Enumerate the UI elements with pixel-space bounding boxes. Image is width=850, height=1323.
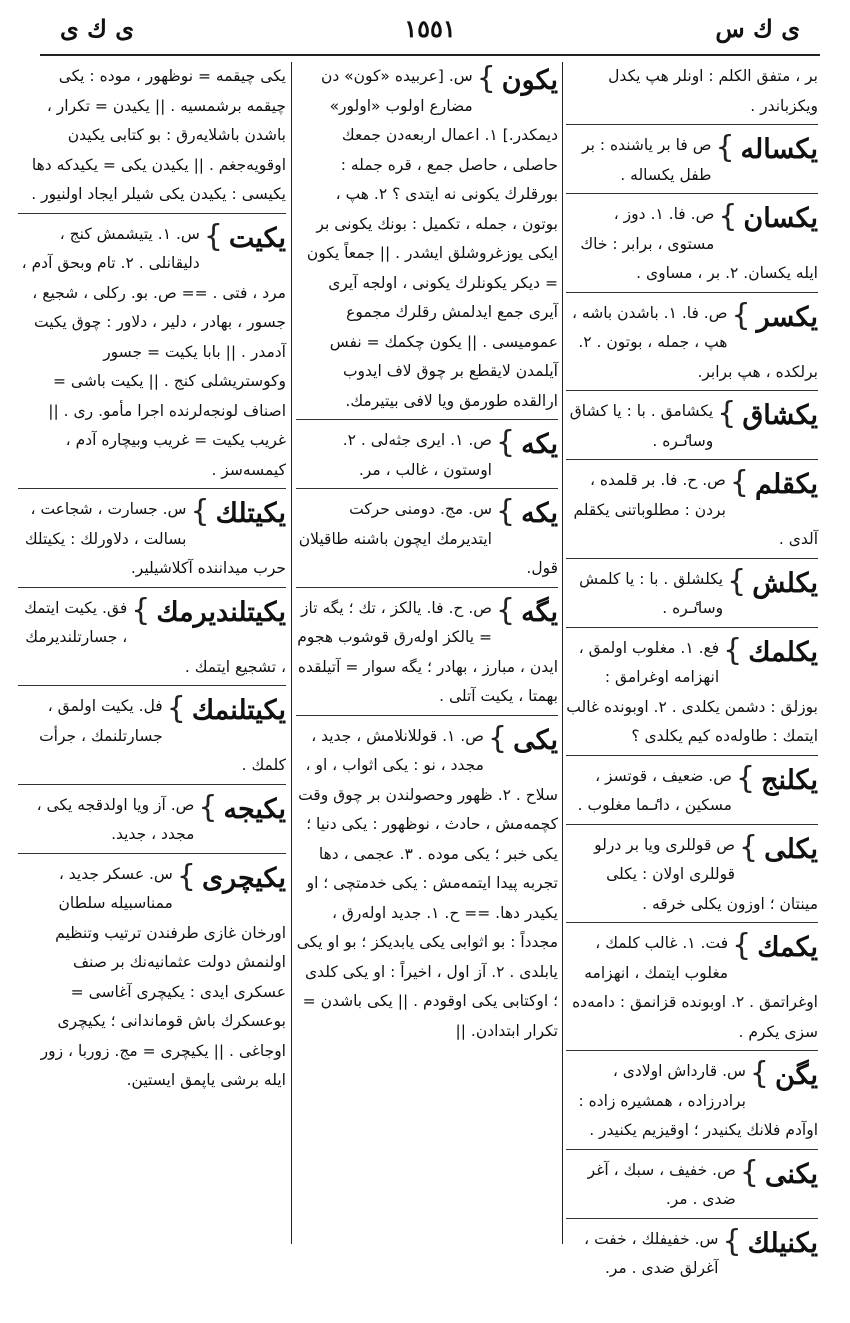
brace-icon: } (176, 858, 196, 894)
entry-headword: يكمك (757, 932, 818, 963)
brace-icon: } (739, 829, 759, 865)
entry-headword: يكون (501, 65, 558, 96)
entry-definition: س. مج. دومنی حركت ايتديرمك ايچون باشنه طاقيلان قول. (298, 500, 558, 577)
dictionary-entry (566, 565, 818, 628)
entry-definition: ص. ١. ايری جثەلی . ٢. اوستون ، غالب ، مر. (342, 431, 492, 479)
brace-icon: } (727, 563, 747, 599)
dictionary-entry (18, 860, 286, 1099)
brace-icon: } (198, 789, 218, 825)
entry-definition: يكلشلق . با : يا كلمش وساٸره . (579, 569, 724, 617)
dictionary-entry (296, 426, 558, 489)
dictionary-entry (18, 692, 286, 785)
dictionary-entry (296, 495, 558, 588)
dictionary-entry (566, 62, 818, 125)
dictionary-entry (566, 299, 818, 392)
entry-headword: يگه (521, 596, 558, 628)
brace-icon: } (718, 199, 738, 234)
brace-icon: } (739, 1154, 759, 1190)
entry-definition: ص. فا. ١. باشدن باشه ، هپ ، جمله ، بوتون . ٢. برلكده ، هپ برابر. (571, 303, 818, 381)
entry-headword: يكيچری (201, 862, 286, 894)
header-left-guide: ی ك ی (60, 14, 135, 43)
brace-icon: } (203, 218, 223, 254)
brace-icon: } (723, 632, 743, 668)
entry-headword: يكی (513, 724, 558, 756)
dictionary-entry (296, 62, 558, 420)
column-right (566, 62, 818, 1277)
dictionary-entry (566, 200, 818, 293)
brace-icon: } (729, 465, 749, 500)
dictionary-entry (18, 594, 286, 687)
dictionary-entry (296, 722, 558, 1050)
entry-definition: فع. ١. مغلوب اولمق ، انهزامه اوغرامق : بوزلق : دشمن يكلدی . ٢. اوبونده غالب ايتمك : طاولەدە كيم يكلدی ؟ (566, 638, 818, 745)
entry-headword: يكنيلك (747, 1227, 818, 1259)
brace-icon: } (476, 61, 496, 96)
entry-definition: س. خفيفلك ، خفت ، آغرلق ضدی . مر. (584, 1229, 719, 1277)
entry-definition: فت. ١. غالب كلمك ، مغلوب ايتمك ، انهزامه اوغراتمق . ٢. اوبونده قزانمق : دامەدە سزی يكرم . (572, 934, 818, 1041)
entry-definition: ص. ١. قوللانلامش ، جديد ، مجدد ، نو : يكی اثواب ، او ، سلاح . ٢. ظهور وحصولندن بر چوق وقت كچمەمش ، حادث ، نوظهور : يكی دنيا ؛ يكی خبر ؛ يكی موده . ٣. عجمی ، دها تجربه پيدا ايتمەمش : يكی خدمتچی ؛ او يكيدر دها. == ح. ١. جديد اولەرق ، مجدداً : بو اثوابی يكی يابديكز ؛ بو او يكی يابلدی . ٢. آز اول ، اخيراً : او يكی كلدی ؛ اوكتابی يكی اوقودم . || يكی باشدن = تكرار ابتدادن. || (296, 726, 558, 1040)
brace-icon: } (496, 425, 516, 460)
entry-headword: يكسان (743, 203, 818, 234)
entry-definition: س. جسارت ، شجاعت ، بسالت ، دلاورلك : يكيتلك حرب ميداننده آكلاشيلير. (24, 500, 286, 577)
dictionary-entry (566, 634, 818, 756)
entry-definition: ص. ح. فا. يالكز ، تك ؛ يگه تاز = يالكز اولەرق قوشوب هجوم ايدن ، مبارز ، بهادر ؛ يگه سوار = آتيلقده بهمتا ، يكيت آتلی . (297, 598, 558, 705)
brace-icon: } (131, 592, 151, 628)
brace-icon: } (166, 691, 186, 726)
brace-icon: } (735, 760, 756, 796)
brace-icon: } (190, 494, 210, 529)
entry-definition: ص فا بر یاشنده : بر طفل یكساله . (582, 136, 712, 184)
dictionary-entry (18, 791, 286, 854)
dictionary-entry (18, 220, 286, 490)
brace-icon: } (717, 396, 737, 431)
dictionary-entry (566, 131, 818, 194)
dictionary-entry (566, 397, 818, 460)
brace-icon: } (496, 494, 516, 529)
entry-definition: فق. يكيت ايتمك ، جسارتلنديرمك ، تشجيع ايتمك . (24, 598, 286, 676)
dictionary-entry (18, 62, 286, 214)
entry-definition: ص. آز ويا اولدقجه يكی ، مجدد ، جديد. (36, 795, 195, 843)
entry-definition: ص. ضعيف ، قوتسز ، مسكين ، داٸما مغلوب . (577, 766, 732, 814)
entry-headword: يكيتلنديرمك (156, 596, 286, 628)
entry-headword: يكقلم (755, 469, 818, 500)
entry-headword: يكيت (228, 222, 286, 254)
dictionary-entry (566, 929, 818, 1051)
header-rule (40, 54, 820, 56)
entry-headword: يكه (521, 498, 558, 529)
entry-headword: يكه (521, 429, 558, 460)
column-divider (291, 62, 292, 1244)
dictionary-entry (566, 831, 818, 924)
entry-headword: يكسر (756, 301, 818, 333)
dictionary-entry (566, 1057, 818, 1150)
entry-headword: يكلش (752, 567, 818, 599)
entry-headword: يكساله (740, 134, 818, 165)
entry-headword: يگن (775, 1060, 818, 1091)
entry-definition: س. [عربیده «كون» دن مضارع اولوب «اولور» ديمكدر.] ١. اعمال اربعەدن جمعك حاصلی ، حاصل جمع ، قره جمله : بورقلرك يكونی نه ايتدی ؟ ٢. هپ ، بوتون ، جمله ، تكميل : بونك يكونی بر ايكی يوزغروشلق ايشدر . || جمعاً يكون = ديكر يكونلرك يكونی ، اولجه آيری آيری جمع ايدلمش رقلرك مجموع عموميسی . || يكون چكمك = نفس آيلمدن لايقطع بر چوق لاف ايدوب ارالقده طورمق ويا لافی بيتيرمك. (306, 67, 558, 410)
entry-headword: يكلنج (761, 764, 818, 796)
brace-icon: } (732, 928, 752, 963)
dictionary-entry (296, 594, 558, 716)
brace-icon: } (487, 720, 508, 756)
column-middle (296, 62, 558, 1252)
entry-definition: س. قارداش اولادی ، برادرزاده ، همشيره زاده : اوآدم فلانك يكنيدر ؛ اوقيزيم يكنيدر . (578, 1062, 818, 1139)
brace-icon: } (722, 1223, 742, 1259)
entry-headword: يكلمك (748, 636, 818, 668)
dictionary-entry (18, 495, 286, 588)
dictionary-entry (566, 1156, 818, 1219)
entry-definition: يكشامق . با : يا كشاق وساٸره . (569, 402, 714, 450)
entry-definition: ص. فا. ١. دوز ، مستوی ، برابر : خاك ايله يكسان. ٢. بر ، مساوی . (580, 205, 818, 282)
entry-definition: ص. خفيف ، سبك ، آغر ضدی . مر. (587, 1160, 736, 1208)
brace-icon: } (496, 592, 516, 628)
entry-headword: يكشاق (742, 400, 818, 431)
dictionary-entry (566, 1225, 818, 1287)
entry-headword: يكيجه (223, 793, 286, 825)
brace-icon: } (715, 130, 735, 165)
entry-definition: بر ، متفق الكلم : اونلر هپ یكدل ویكزباندر . (608, 67, 818, 115)
entry-definition: س. عسكر جديد ، ممناسبيلە سلطان اورخان غازی طرفندن ترتيب وتنظيم اولنمش دولت عثمانيەنك بر صنف عسكری ايدی : يكيچری آغاسی = بوعسكرك باش قوماندانی ؛ يكيچری اوجاغی . || يكيچری = مج. زوربا ، زور ايله برشی ياپمق ايستين. (40, 864, 286, 1089)
entry-headword: يكنی (764, 1158, 818, 1190)
brace-icon: } (749, 1056, 770, 1091)
entry-headword: يكيتلك (215, 498, 286, 529)
brace-icon: } (731, 297, 751, 333)
column-divider (562, 62, 563, 1244)
page-header (40, 14, 820, 48)
header-right-guide: ی ك س (715, 14, 800, 43)
entry-definition: يكی چيقمه = نوظهور ، موده : يكی چيقمه برشمسيه . || يكيدن = تكرار ، باشدن باشلايەرق : بو كتابی يكيدن اوقويەجغم . || يكيدن يكی = يكيدكه دها يكيسی : يكيدن يكی شيلر ايجاد اولنيور . (31, 67, 286, 203)
dictionary-entry (566, 466, 818, 559)
entry-definition: ص قوللری ويا بر درلو قوللری اولان : يكلی مينتان ؛ اوزون يكلی خرقه . (594, 835, 818, 913)
entry-headword: يكيتلنمك (191, 695, 286, 726)
entry-definition: س. ١. يتيشمش كنج ، دليقانلی . ٢. تام وبحق آدم ، مرد ، فتی . == ص. بو. ركلی ، شجيع ، جسور ، بهادر ، دلير ، دلاور : چوق يكيت آدمدر . || بابا يكيت = جسور وكوستريشلی كنج . || يكيت باشی = اصناف لونجەلرنده اجرا مأمو. ری . || غريب يكيت = غريب وبيچاره آدم ، كيمسەسز . (21, 224, 286, 479)
page-number: ١٥٥١ (404, 14, 456, 43)
entry-headword: يكلی (764, 833, 818, 865)
entry-definition: ص. ح. فا. بر قلمده ، بردن : مطلوباتنی يكقلم آلدی . (573, 471, 818, 548)
column-left (18, 62, 286, 1252)
entry-definition: فل. يكيت اولمق ، جسارتلنمك ، جرأت كلمك . (39, 697, 286, 774)
dictionary-entry (566, 762, 818, 825)
